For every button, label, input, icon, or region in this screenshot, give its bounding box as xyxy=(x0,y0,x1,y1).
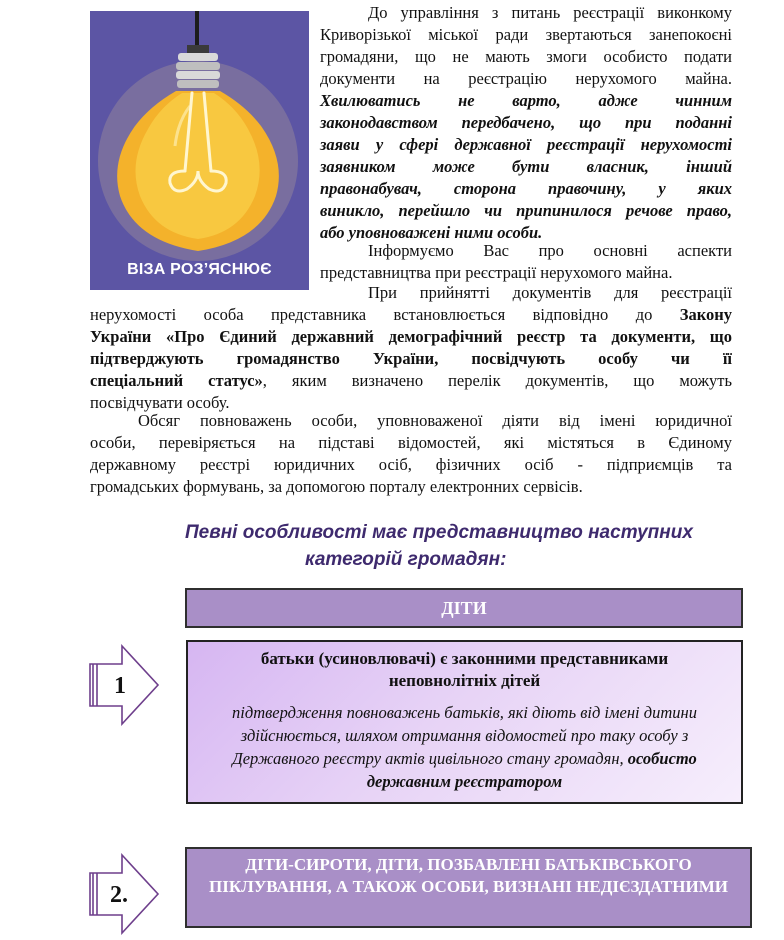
inform-line: представництва при реєстрації нерухомого майна. xyxy=(320,263,673,282)
category-children-header: ДІТИ xyxy=(185,588,743,628)
law-name-end: спеціальний статус» xyxy=(90,371,263,390)
receive-paragraph xyxy=(90,282,732,414)
intro-paragraph xyxy=(320,2,732,244)
parents-box-text: підтвердження повноважень батьків, які діють від імені дитини здійснюється, шляхом отримання відомостей про таку особу з Державного реєстру актів цивільного стану громадян, xyxy=(232,703,697,768)
intro-emphasis-line: заявником може бути власник, інший xyxy=(320,157,732,176)
intro-emphasis-line: законодавством передбачено, що при поданні xyxy=(320,113,732,132)
law-name-start: Закону xyxy=(679,305,732,324)
item-number: 1 xyxy=(114,673,126,699)
inform-paragraph xyxy=(320,240,732,284)
law-name: підтверджують громадянство України, посвідчують особу чи її xyxy=(90,349,732,368)
receive-line: посвідчувати особу. xyxy=(90,393,230,412)
intro-emphasis-line: виникло, перейшло чи припинилося речове право, xyxy=(320,201,732,220)
intro-emphasis-line: заяви у сфері державної реєстрації нерухомості xyxy=(320,135,732,154)
parents-info-box xyxy=(186,640,743,804)
intro-emphasis-line: або уповноважені ними особи. xyxy=(320,223,543,242)
scope-line: особи, перевіряється на підставі відомостей, які містяться в Єдиному xyxy=(90,433,732,452)
intro-line: До управління з питань реєстрації виконкому xyxy=(368,3,732,22)
receive-line-text: , яким визначено перелік документів, що можуть xyxy=(262,371,732,390)
section-heading-line: Певні особливості має представництво наступних xyxy=(185,522,693,543)
intro-emphasis-line: Хвилюватись не варто, адже чинним xyxy=(320,91,732,110)
intro-line: документи на реєстрацію нерухомого майна. xyxy=(320,69,732,88)
parents-box-emphasis: особисто державним реєстратором xyxy=(366,749,697,791)
inform-line: Інформуємо Вас про основні аспекти xyxy=(368,241,732,260)
scope-line: Обсяг повноважень особи, уповноваженої діяти від імені юридичної xyxy=(138,411,732,430)
receive-line xyxy=(90,370,732,392)
category-orphans-box: ДІТИ-СИРОТИ, ДІТИ, ПОЗБАВЛЕНІ БАТЬКІВСЬКОГО ПІКЛУВАННЯ, А ТАКОЖ ОСОБИ, ВИЗНАНІ НЕДІЄЗДАТНИМИ xyxy=(185,847,752,928)
light-bulb-icon xyxy=(90,11,309,290)
arrow-right-icon xyxy=(88,644,160,726)
section-heading xyxy=(150,519,750,573)
receive-line: При прийнятті документів для реєстрації xyxy=(368,283,732,302)
section-heading-line: категорій громадян: xyxy=(305,549,507,570)
parents-box-body xyxy=(188,692,741,793)
arrow-right-icon xyxy=(88,853,160,935)
scope-line: громадських формувань, за допомогою порталу електронних сервісів. xyxy=(90,477,583,496)
intro-line: Криворізької міської ради звертаються занепокоєні xyxy=(320,25,732,44)
receive-line-text: нерухомості особа представника встановлюється відповідно до xyxy=(90,305,653,324)
poster-image xyxy=(90,11,309,290)
intro-line: громадяни, що не мають змоги особисто подати xyxy=(320,47,732,66)
receive-line xyxy=(90,304,732,326)
law-name: України «Про Єдиний державний демографічний реєстр та документи, що xyxy=(90,327,732,346)
poster-caption: ВІЗА РОЗ’ЯСНЮЄ xyxy=(127,261,272,278)
scope-paragraph xyxy=(90,410,732,498)
parents-box-title: батьки (усиновлювачі) є законними представниками неповнолітніх дітей xyxy=(260,649,669,690)
intro-emphasis-line: правонабувач, сторона правочину, у яких xyxy=(320,179,732,198)
item-number: 2. xyxy=(110,882,128,908)
scope-line: державному реєстрі юридичних осіб, фізичних осіб - підприємців та xyxy=(90,455,732,474)
